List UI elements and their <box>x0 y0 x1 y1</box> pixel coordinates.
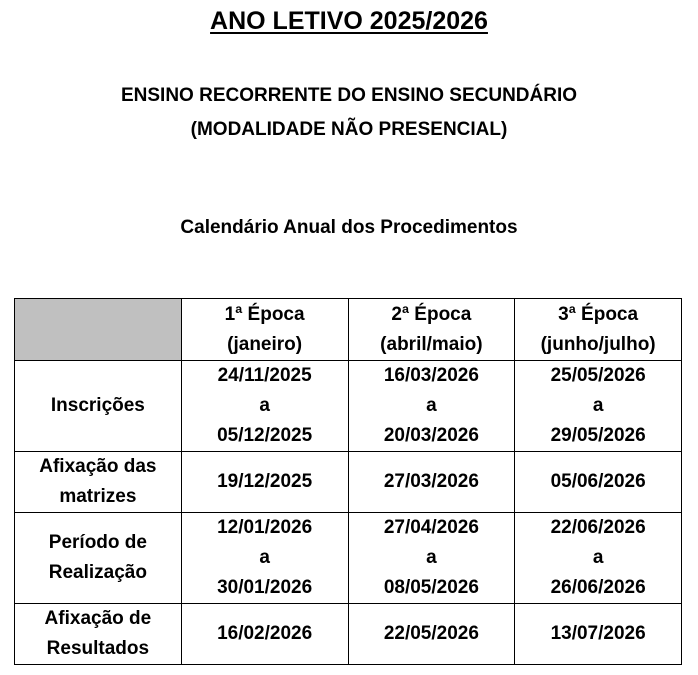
schedule-table <box>14 298 682 665</box>
cell-afixacao-matrizes-epoca-3 <box>515 452 682 513</box>
table-row-inscricoes <box>15 361 682 452</box>
cell-afixacao-matrizes-epoca-2 <box>348 452 515 513</box>
date-start: 27/04/2026 <box>383 517 479 538</box>
cell-periodo-realizacao-epoca-2 <box>348 513 515 604</box>
epoca-1-period: (janeiro) <box>227 333 303 355</box>
date-value: 05/06/2026 <box>550 471 646 492</box>
row-label-inscricoes <box>15 361 182 452</box>
date-separator: a <box>259 547 270 568</box>
row-label-line: Afixação das <box>39 456 157 477</box>
epoca-2-name: 2ª Época <box>391 303 472 325</box>
cell-inscricoes-epoca-1 <box>181 361 348 452</box>
epoca-3-name: 3ª Época <box>558 303 639 325</box>
date-start: 22/06/2026 <box>550 517 646 538</box>
cell-afixacao-matrizes-epoca-1 <box>181 452 348 513</box>
date-end: 29/05/2026 <box>550 425 646 446</box>
date-value: 27/03/2026 <box>383 471 479 492</box>
date-separator: a <box>426 395 437 416</box>
page-title: ANO LETIVO 2025/2026 <box>210 7 488 35</box>
date-value: 22/05/2026 <box>383 623 479 644</box>
row-label-line: Resultados <box>46 638 150 659</box>
cell-afixacao-resultados-epoca-3 <box>515 604 682 665</box>
date-end: 08/05/2026 <box>383 577 479 598</box>
date-separator: a <box>592 547 604 568</box>
subtitle-line-2: (MODALIDADE NÃO PRESENCIAL) <box>190 119 508 140</box>
date-separator: a <box>259 395 270 416</box>
cell-afixacao-resultados-epoca-2 <box>348 604 515 665</box>
date-end: 05/12/2025 <box>217 425 313 446</box>
table-header-row <box>15 299 682 361</box>
date-end: 20/03/2026 <box>383 425 479 446</box>
table-row-periodo-realizacao <box>15 513 682 604</box>
row-label-line: Período de <box>48 532 147 553</box>
row-label-line: Inscrições <box>50 395 145 416</box>
row-label-line: matrizes <box>59 486 137 507</box>
date-value: 16/02/2026 <box>217 623 313 644</box>
date-start: 24/11/2025 <box>217 365 312 386</box>
date-value: 13/07/2026 <box>550 623 646 644</box>
row-label-line: Afixação de <box>44 608 152 629</box>
date-separator: a <box>426 547 437 568</box>
header-corner-cell <box>15 299 182 361</box>
row-label-line: Realização <box>48 562 147 583</box>
cell-periodo-realizacao-epoca-3 <box>515 513 682 604</box>
date-separator: a <box>592 395 604 416</box>
subtitle-line-1: ENSINO RECORRENTE DO ENSINO SECUNDÁRIO <box>120 85 578 106</box>
epoca-2-period: (abril/maio) <box>380 333 483 355</box>
row-label-afixacao-resultados <box>15 604 182 665</box>
cell-periodo-realizacao-epoca-1 <box>181 513 348 604</box>
date-end: 26/06/2026 <box>550 577 646 598</box>
epoca-1-name: 1ª Época <box>224 303 305 325</box>
epoca-3-period: (junho/julho) <box>540 333 656 355</box>
cell-afixacao-resultados-epoca-1 <box>181 604 348 665</box>
table-row-afixacao-matrizes <box>15 452 682 513</box>
table-row-afixacao-resultados <box>15 604 682 665</box>
row-label-afixacao-matrizes <box>15 452 182 513</box>
section-title: Calendário Anual dos Procedimentos <box>180 217 518 238</box>
date-start: 25/05/2026 <box>550 365 646 386</box>
cell-inscricoes-epoca-2 <box>348 361 515 452</box>
header-epoca-2 <box>348 299 515 361</box>
cell-inscricoes-epoca-3 <box>515 361 682 452</box>
date-end: 30/01/2026 <box>217 577 313 598</box>
row-label-periodo-realizacao <box>15 513 182 604</box>
header-epoca-3 <box>515 299 682 361</box>
date-value: 19/12/2025 <box>217 471 313 492</box>
date-start: 12/01/2026 <box>217 517 313 538</box>
header-epoca-1 <box>181 299 348 361</box>
date-start: 16/03/2026 <box>383 365 479 386</box>
